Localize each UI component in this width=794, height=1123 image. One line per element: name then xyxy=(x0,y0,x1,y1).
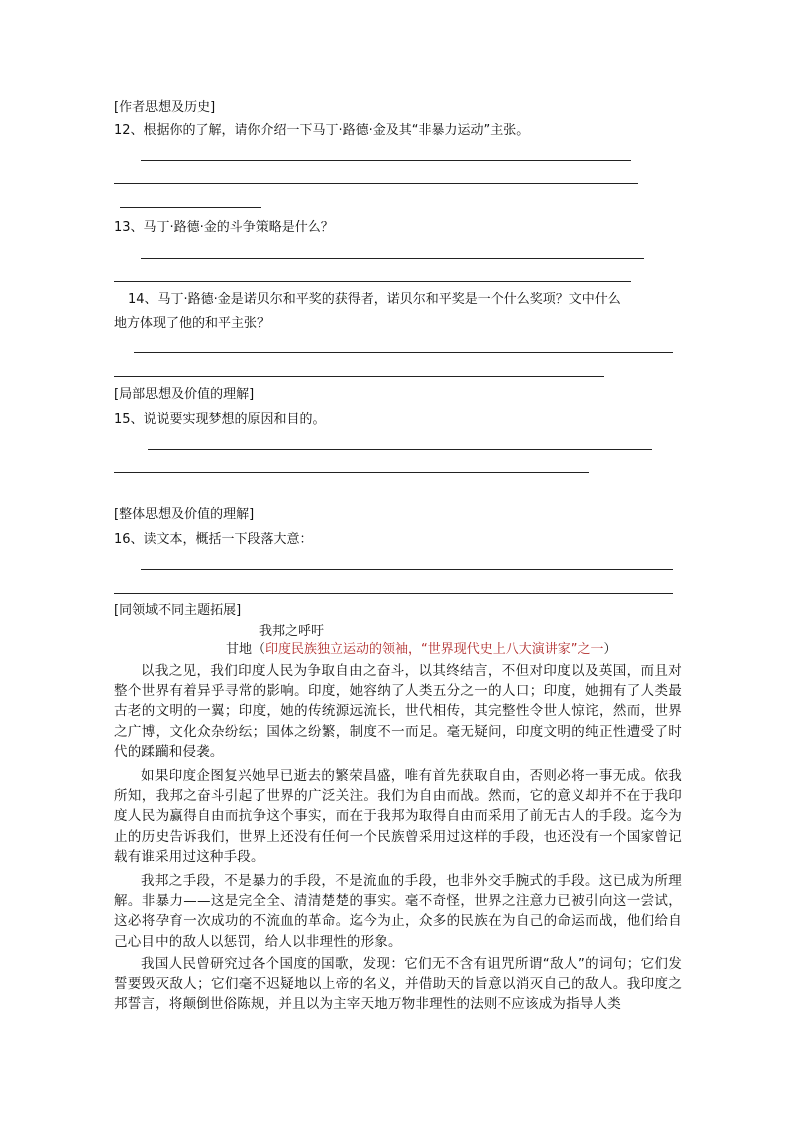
answer-line[interactable] xyxy=(134,352,673,353)
question-14-line-1: 14、马丁·路德·金是诺贝尔和平奖的获得者，诺贝尔和平奖是一个什么奖项？文中什么 xyxy=(128,292,621,307)
answer-line[interactable] xyxy=(141,160,631,161)
article-paragraph-3: 我邦之手段，不是暴力的手段，不是流血的手段，也非外交手腕式的手段。这已成为所理解。非暴力——这是完全全、清清楚楚的事实。毫不奇怪，世界之注意力已被引向这一尝试，这必将孕育一次成功的不流血的革命。迄今为止，众多的民族在为自己的命运而战，他们给自己心目中的敌人以惩罚，给人以非理性的形象。 xyxy=(114,873,682,950)
article-paragraph-4: 我国人民曾研究过各个国度的国歌，发现：它们无不含有诅咒所谓“敌人”的词句；它们发誓要毁灭敌人；它们毫不迟疑地以上帝的名义，并借助天的旨意以消灭自己的敌人。我印度之邦誓言，将颠倒世俗陈规，并且以为主宰天地万物非理性的法则不应该成为指导人类 xyxy=(114,956,682,1013)
section-heading-local: [局部思想及价值的理解] xyxy=(114,387,255,402)
question-12: 12、根据你的了解，请你介绍一下马丁·路德·金及其“非暴力运动”主张。 xyxy=(114,123,530,138)
article-byline xyxy=(226,641,617,659)
author-name: 甘地 xyxy=(226,642,253,657)
author-note: 印度民族独立运动的领袖，“世界现代史上八大演讲家”之一 xyxy=(265,642,604,657)
answer-line[interactable] xyxy=(114,281,631,282)
answer-line[interactable] xyxy=(114,376,604,377)
author-paren-open: （ xyxy=(252,642,266,657)
question-13: 13、马丁·路德·金的斗争策略是什么？ xyxy=(114,220,334,235)
answer-line[interactable] xyxy=(148,449,652,450)
answer-line[interactable] xyxy=(114,183,638,184)
article-paragraph-2: 如果印度企图复兴她早已逝去的繁荣昌盛，唯有首先获取自由，否则必将一事无成。依我所知，我邦之奋斗引起了世界的广泛关注。我们为自由而战。然而，它的意义却并不在于我印度人民为赢得自由而抗争这个事实，而在于我邦为取得自由而采用了前无古人的手段。迄今为止的历史告诉我们，世界上还没有任何一个民族曾采用过这样的手段，也还没有一个国家曾记载有谁采用过这种手段。 xyxy=(114,768,682,865)
section-heading-whole: [整体思想及价值的理解] xyxy=(114,507,255,522)
article-title: 我邦之呼吁 xyxy=(259,624,325,639)
question-14-line-2: 地方体现了他的和平主张？ xyxy=(114,316,271,331)
answer-line[interactable] xyxy=(120,207,261,208)
section-heading-author: [作者思想及历史] xyxy=(114,100,216,115)
answer-line[interactable] xyxy=(114,472,589,473)
question-16: 16、读文本，概括一下段落大意： xyxy=(114,532,313,547)
author-paren-close: ） xyxy=(603,642,617,657)
answer-line[interactable] xyxy=(114,593,673,594)
answer-line[interactable] xyxy=(141,569,673,570)
answer-line[interactable] xyxy=(141,258,644,259)
question-15: 15、说说要实现梦想的原因和目的。 xyxy=(114,412,326,427)
article-paragraph-1: 以我之见，我们印度人民为争取自由之奋斗，以其终结言，不但对印度以及英国，而且对整个世界有着异乎寻常的影响。印度，她容纳了人类五分之一的人口；印度，她拥有了人类最古老的文明的一翼；印度，她的传统源远流长，世代相传，其完整性令世人惊诧，然而，世界之广博，文化众杂纷纭；国体之纷繁，制度不一而足。毫无疑问，印度文明的纯正性遭受了时代的蹂躏和侵袭。 xyxy=(114,663,682,760)
section-heading-extension: [同领域不同主题拓展] xyxy=(114,603,242,618)
